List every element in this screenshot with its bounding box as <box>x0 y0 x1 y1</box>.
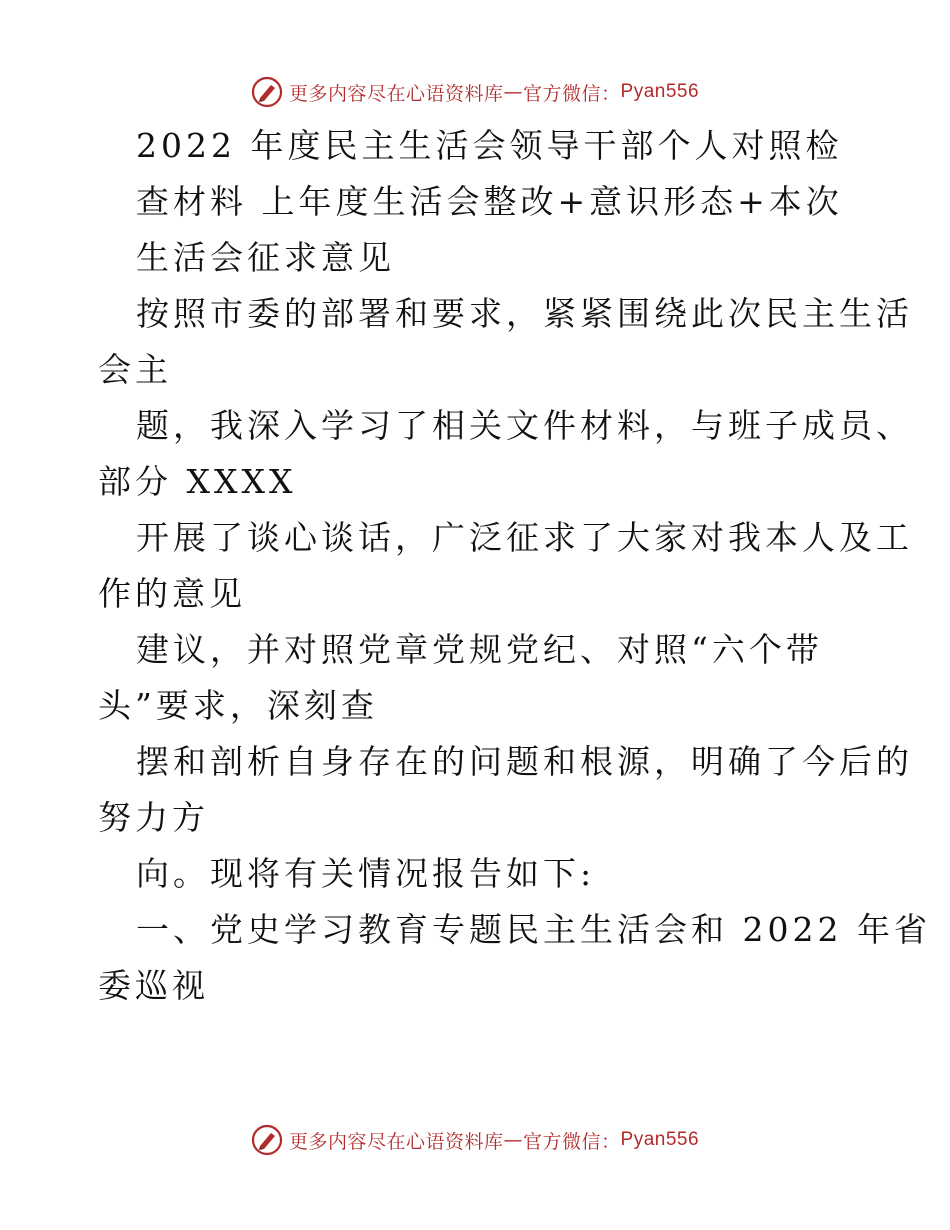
document-title-line-3: 生活会征求意见 <box>136 238 395 277</box>
paragraph-line: 努力方 <box>98 798 209 837</box>
paragraph-line: 会主 <box>98 350 172 389</box>
document-body <box>98 118 931 1014</box>
watermark-separator: ： <box>601 1130 621 1153</box>
watermark-banner-bottom <box>0 1120 950 1160</box>
section-heading-line: 委巡视 <box>98 966 209 1005</box>
watermark-dash: — <box>503 81 523 103</box>
pen-logo-icon <box>251 76 283 108</box>
paragraph-line: 题，我深入学习了相关文件材料，与班子成员、 <box>136 406 913 445</box>
paragraph-line: 摆和剖析自身存在的问题和根源，明确了今后的 <box>136 742 913 781</box>
pen-logo-icon <box>251 1124 283 1156</box>
paragraph-line: 按照市委的部署和要求，紧紧围绕此次民主生活 <box>136 294 913 333</box>
watermark-banner-top <box>0 72 950 112</box>
section-heading-line: 一、党史学习教育专题民主生活会和 2022 年省 <box>136 910 931 949</box>
document-title-line-2: 查材料 上年度生活会整改+意识形态+本次 <box>136 182 843 221</box>
paragraph-line: 建议，并对照党章党规党纪、对照“六个带 <box>136 630 823 669</box>
watermark-promo-text: 更多内容尽在心语资料库 <box>288 1130 504 1153</box>
paragraph-line: 开展了谈心谈话，广泛征求了大家对我本人及工 <box>136 518 913 557</box>
paragraph-line: 向。现将有关情况报告如下: <box>136 854 596 893</box>
watermark-promo-text: 更多内容尽在心语资料库 <box>288 82 504 105</box>
paragraph-line: 头”要求，深刻查 <box>98 686 378 725</box>
paragraph-line: 作的意见 <box>98 574 246 613</box>
watermark-dash: — <box>503 1129 523 1151</box>
paragraph-line: 部分 XXXX <box>98 462 297 501</box>
document-title-line-1: 2022 年度民主生活会领导干部个人对照检 <box>136 126 843 165</box>
watermark-wechat-id: Pyan556 <box>620 81 700 102</box>
watermark-wechat-label: 官方微信 <box>522 82 601 105</box>
watermark-wechat-id: Pyan556 <box>620 1129 700 1150</box>
watermark-wechat-label: 官方微信 <box>522 1130 601 1153</box>
watermark-separator: ： <box>601 82 621 105</box>
